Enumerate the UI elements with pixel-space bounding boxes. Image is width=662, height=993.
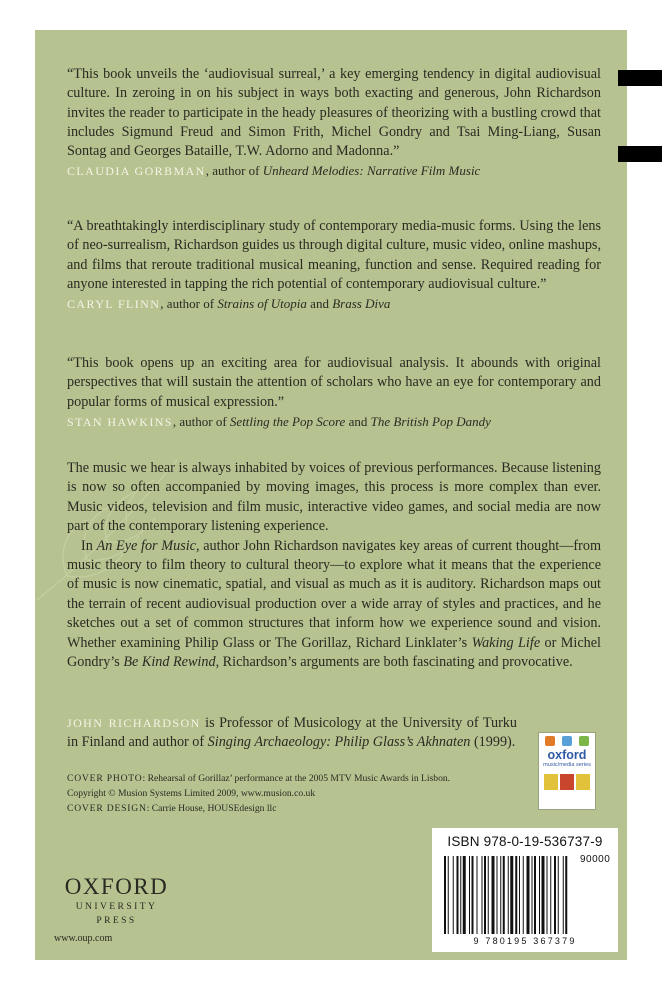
barcode-bar xyxy=(457,856,459,934)
author-bio xyxy=(67,714,517,753)
blurb-attribution xyxy=(67,161,601,181)
barcode-bar xyxy=(547,856,548,934)
barcode-bar xyxy=(472,856,474,934)
barcode-bar xyxy=(550,856,551,934)
isbn-barcode xyxy=(432,828,618,952)
barcode-bar xyxy=(515,856,517,934)
publisher-subname: UNIVERSITY PRESS xyxy=(75,901,158,926)
description-text: , author John Richardson navigates key areas of current thought—from music theory to film theory to cultural theory—to explore what it means that the experience of music is now cinematic, spatial, and visual as much as it is auditory. Richardson maps out the terrain of recent audiovisual production over a wide array of styles and practices, and he sketches out a set of common structures that inform how we experience sound and vision. Whether examining Philip Glass or The Gorillaz, Richard Linklater’s xyxy=(67,537,601,651)
reviewer-book-title: Unheard Melodies: Narrative Film Music xyxy=(262,163,481,179)
barcode-bar xyxy=(463,856,466,934)
reviewer-book-title: Brass Diva xyxy=(332,296,391,312)
barcode-bar xyxy=(542,856,545,934)
series-logo xyxy=(538,732,596,810)
publisher-url: www.oup.com xyxy=(54,933,113,944)
attribution-text: and xyxy=(306,296,333,312)
attribution-text: and xyxy=(345,413,371,429)
barcode-bar xyxy=(492,856,495,934)
description-paragraph: The music we hear is always inhabited by voices of previous performances. Because listening is now so often accompanied by moving images, this process is more complex than ever. Music videos, television and film music, interactive video games, and social media are now part of the contemporary listening experience. xyxy=(67,460,601,535)
barcode-bars xyxy=(440,856,610,936)
review-blurb xyxy=(67,217,601,314)
cover-photo-credit xyxy=(67,771,517,786)
review-blurb xyxy=(67,65,601,181)
series-brand: oxford xyxy=(547,748,587,762)
blurb-quote: “This book unveils the ‘audiovisual surreal,’ a key emerging tendency in digital audiovisual culture. In zeroing in on his subject in ways both exacting and generous, John Richardson invites the reader to participate in the heady pleasures of theorizing with a bustling crowd that includes Sigmund Freud and Simon Frith, Michel Gondry and Tsai Ming-Liang, Susan Sontag and Georges Bataille, T.W. Adorno and Madonna.” xyxy=(67,66,601,160)
reviewer-book-title: Strains of Utopia xyxy=(217,296,307,312)
attribution-text: , author of xyxy=(205,163,263,179)
barcode-bar xyxy=(484,856,486,934)
bio-text: is Professor of Musicology at the University of Turku in Finland and author of xyxy=(67,715,517,751)
barcode-bar xyxy=(482,856,483,934)
blurb-attribution xyxy=(67,294,601,314)
publisher-name: OXFORD xyxy=(64,874,169,899)
description-text: , Richardson’s arguments are both fascinating and provocative. xyxy=(215,654,573,671)
barcode-bar xyxy=(444,856,446,934)
attribution-text: , author of xyxy=(160,296,218,312)
barcode-bar xyxy=(488,856,489,934)
barcode-bar xyxy=(527,856,530,934)
reviewer-book-title: Settling the Pop Score xyxy=(229,413,346,429)
price-code: 90000 xyxy=(580,854,611,865)
description-text: In xyxy=(81,537,97,554)
credit-text: : Rehearsal of Gorillaz’ performance at the 2005 MTV Music Awards in Lisbon. xyxy=(142,773,451,784)
review-blurb xyxy=(67,354,601,432)
barcode-bar xyxy=(448,856,449,934)
barcode-bar xyxy=(503,856,505,934)
barcode-bar xyxy=(497,856,498,934)
film-title: Waking Life xyxy=(471,634,541,651)
reviewer-name: STAN HAWKINS xyxy=(67,414,173,429)
reviewer-book-title: The British Pop Dandy xyxy=(370,413,491,429)
barcode-bar xyxy=(460,856,461,934)
barcode-bar xyxy=(508,856,509,934)
blurb-attribution xyxy=(67,412,601,432)
blurb-quote: “A breathtakingly interdisciplinary study of contemporary media-music forms. Using the lens of neo-surrealism, Richardson guides us through digital culture, music video, online mashups, and films that reroute traditional musical meaning, function and sense. Required reading for anyone interested in tapping the rich potential of contemporary audiovisual culture.” xyxy=(67,218,601,292)
credit-text: : Carrie House, HOUSEdesign llc xyxy=(146,803,277,814)
barcode-bar xyxy=(563,856,564,934)
publisher-logo xyxy=(54,874,179,928)
author-name: JOHN RICHARDSON xyxy=(67,716,201,730)
cover-edge-tab xyxy=(618,146,662,162)
copyright-line: Copyright © Musion Systems Limited 2009, www.musion.co.uk xyxy=(67,788,316,799)
barcode-bar xyxy=(554,856,556,934)
barcode-bar xyxy=(539,856,540,934)
reviewer-name: CLAUDIA GORBMAN xyxy=(67,164,206,179)
barcode-bar xyxy=(469,856,470,934)
barcode-bar xyxy=(453,856,454,934)
film-title: Be Kind Rewind xyxy=(123,654,216,671)
barcode-bar xyxy=(477,856,478,934)
barcode-digits: 9 780195 367379 xyxy=(473,936,577,946)
blurb-quote: “This book opens up an exciting area for audiovisual analysis. It abounds with original perspectives that will sustain the attention of scholars who have an eye for contemporary and popular forms of musical expression.” xyxy=(67,355,601,410)
attribution-text: , author of xyxy=(172,413,230,429)
book-title: An Eye for Music xyxy=(96,537,196,554)
barcode-bar xyxy=(510,856,513,934)
credit-label: COVER DESIGN xyxy=(67,803,147,814)
omm-mark xyxy=(539,774,595,790)
bio-text: (1999). xyxy=(470,734,516,751)
omm-letter-m xyxy=(560,774,574,790)
barcode-bar xyxy=(500,856,501,934)
cover-edge-tab xyxy=(618,70,662,86)
isbn-text: ISBN 978-0-19-536737-9 xyxy=(447,834,603,849)
book-description xyxy=(67,459,601,672)
reviewer-name: CARYL FLINN xyxy=(67,297,161,312)
cover-design-credit xyxy=(67,801,517,816)
barcode-bar xyxy=(558,856,559,934)
barcode-bar xyxy=(532,856,533,934)
play-bars-icon xyxy=(579,736,589,746)
series-icons xyxy=(539,733,595,746)
cover-credits xyxy=(67,771,517,816)
omm-letter-m xyxy=(576,774,590,790)
barcode-bar xyxy=(534,856,536,934)
film-reel-icon xyxy=(545,736,555,746)
bio-paragraph xyxy=(67,714,517,753)
antenna-icon xyxy=(562,736,572,746)
description-text: or Michel Gondry’s xyxy=(67,634,601,671)
barcode-bar xyxy=(565,856,567,934)
omm-letter-o xyxy=(544,774,558,790)
barcode-bar xyxy=(523,856,524,934)
barcode-bar xyxy=(519,856,520,934)
credit-label: COVER PHOTO xyxy=(67,773,143,784)
description-paragraph xyxy=(67,537,601,673)
author-book-title: Singing Archaeology: Philip Glass’s Akhnaten xyxy=(207,734,471,751)
series-subtitle: music/media series xyxy=(543,762,591,768)
